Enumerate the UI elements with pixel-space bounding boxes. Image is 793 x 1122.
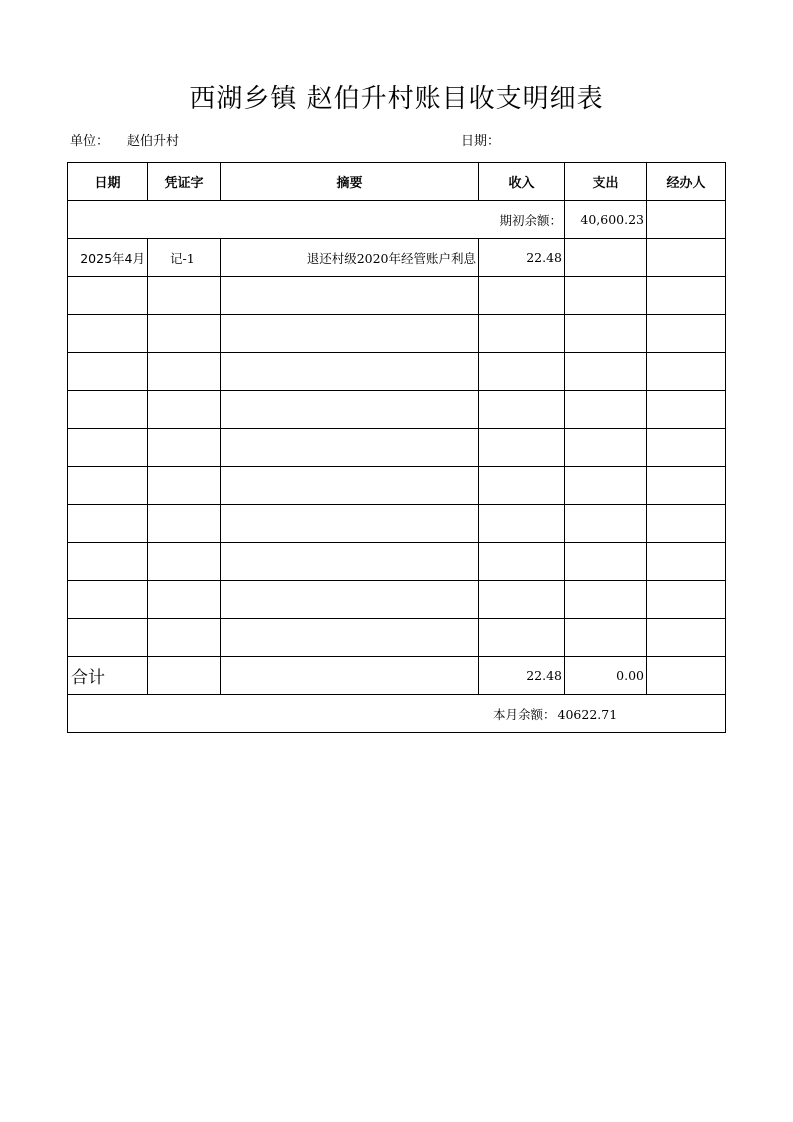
empty-cell: [148, 353, 221, 391]
column-header-date: 日期: [68, 163, 148, 201]
entry-income: 22.48: [479, 239, 565, 277]
empty-cell: [148, 277, 221, 315]
table-row: [68, 619, 726, 657]
empty-cell: [221, 581, 479, 619]
totals-voucher-cell: [148, 657, 221, 695]
entry-handler: [647, 239, 726, 277]
empty-cell: [565, 581, 647, 619]
entry-summary: 退还村级2020年经管账户利息: [221, 239, 479, 277]
empty-cell: [148, 505, 221, 543]
table-row: [68, 429, 726, 467]
empty-cell: [565, 429, 647, 467]
empty-cell: [68, 353, 148, 391]
table-row: [68, 353, 726, 391]
empty-cell: [68, 505, 148, 543]
empty-cell: [479, 543, 565, 581]
empty-cell: [148, 543, 221, 581]
table-row: [68, 239, 726, 277]
empty-cell: [148, 429, 221, 467]
totals-handler-cell: [647, 657, 726, 695]
empty-cell: [647, 391, 726, 429]
empty-cell: [68, 429, 148, 467]
empty-cell: [647, 619, 726, 657]
table-row: [68, 467, 726, 505]
table-row: [68, 391, 726, 429]
table-row: [68, 277, 726, 315]
empty-cell: [479, 505, 565, 543]
date-label: 日期：: [461, 134, 501, 149]
empty-cell: [565, 619, 647, 657]
empty-cell: [148, 581, 221, 619]
page-title: 西湖乡镇 赵伯升村账目收支明细表: [189, 84, 604, 114]
empty-cell: [68, 391, 148, 429]
empty-cell: [148, 391, 221, 429]
empty-cell: [647, 505, 726, 543]
empty-cell: [647, 277, 726, 315]
empty-cell: [148, 467, 221, 505]
totals-income: 22.48: [479, 657, 565, 695]
column-header-handler: 经办人: [647, 163, 726, 201]
totals-label: 合计: [68, 657, 148, 695]
empty-cell: [221, 429, 479, 467]
empty-cell: [565, 353, 647, 391]
empty-cell: [565, 505, 647, 543]
table-row: [68, 581, 726, 619]
column-header-income: 收入: [479, 163, 565, 201]
empty-cell: [647, 353, 726, 391]
empty-cell: [479, 353, 565, 391]
totals-row: [68, 657, 726, 695]
closing-balance-value: 40622.71: [557, 706, 618, 722]
column-header-voucher: 凭证字: [148, 163, 221, 201]
opening-balance-value: 40,600.23: [565, 201, 647, 239]
column-header-expense: 支出: [565, 163, 647, 201]
empty-cell: [68, 581, 148, 619]
empty-cell: [565, 391, 647, 429]
totals-summary-cell: [221, 657, 479, 695]
empty-cell: [221, 315, 479, 353]
unit-value: 赵伯升村: [127, 134, 180, 149]
empty-cell: [565, 277, 647, 315]
closing-balance-row: [68, 695, 726, 733]
empty-cell: [221, 467, 479, 505]
empty-cell: [68, 277, 148, 315]
table-row: [68, 543, 726, 581]
empty-cell: [647, 581, 726, 619]
empty-cell: [221, 277, 479, 315]
opening-handler-cell: [647, 201, 726, 239]
empty-cell: [479, 391, 565, 429]
empty-cell: [565, 467, 647, 505]
empty-cell: [68, 315, 148, 353]
ledger-table: [67, 162, 726, 733]
empty-cell: [479, 581, 565, 619]
entry-expense: [565, 239, 647, 277]
empty-cell: [221, 505, 479, 543]
empty-cell: [68, 543, 148, 581]
empty-cell: [221, 391, 479, 429]
empty-cell: [148, 315, 221, 353]
empty-cell: [479, 277, 565, 315]
empty-cell: [479, 315, 565, 353]
empty-cell: [479, 619, 565, 657]
table-row: [68, 505, 726, 543]
empty-cell: [221, 353, 479, 391]
empty-cell: [68, 619, 148, 657]
entry-voucher: 记-1: [148, 239, 221, 277]
totals-expense: 0.00: [565, 657, 647, 695]
empty-cell: [221, 543, 479, 581]
empty-cell: [647, 543, 726, 581]
table-row: [68, 315, 726, 353]
empty-cell: [565, 315, 647, 353]
empty-cell: [647, 315, 726, 353]
entry-date: 2025年4月: [68, 239, 148, 277]
empty-cell: [479, 467, 565, 505]
closing-balance-label: 本月余额：: [493, 706, 556, 722]
empty-cell: [221, 619, 479, 657]
empty-cell: [647, 467, 726, 505]
empty-cell: [479, 429, 565, 467]
opening-balance-label: 期初余额：: [68, 201, 565, 239]
empty-cell: [68, 467, 148, 505]
unit-label: 单位：: [70, 134, 110, 149]
empty-cell: [148, 619, 221, 657]
empty-cell: [565, 543, 647, 581]
column-header-summary: 摘要: [221, 163, 479, 201]
closing-balance-cell: [68, 695, 726, 733]
opening-balance-row: [68, 201, 726, 239]
header-row: [68, 163, 726, 201]
empty-cell: [647, 429, 726, 467]
